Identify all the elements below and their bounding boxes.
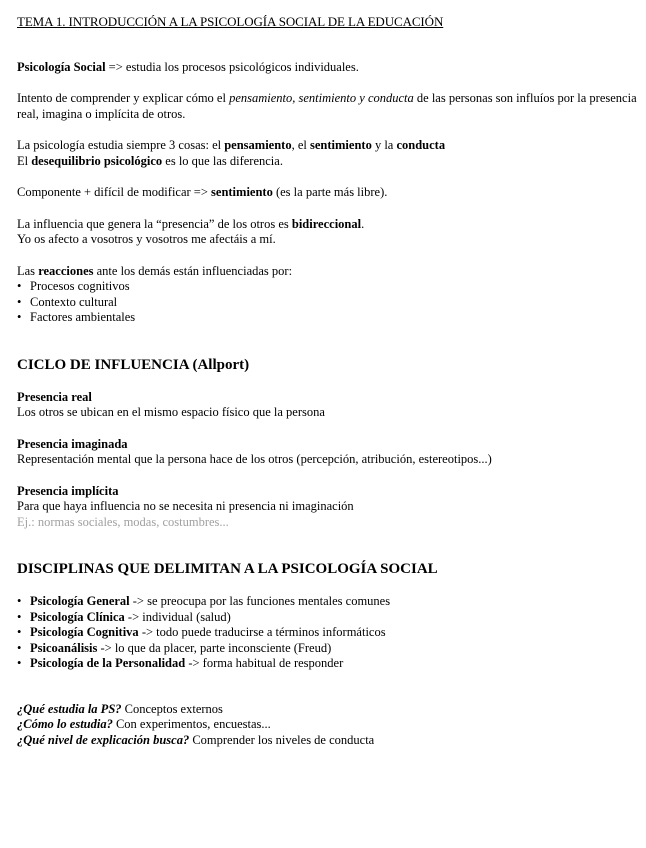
disciplines-list	[17, 594, 637, 672]
cycle-heading: CICLO DE INFLUENCIA (Allport)	[17, 356, 250, 373]
list-item: • Psicología de la Personalidad -> forma habitual de responder	[17, 656, 637, 672]
cycle-desc: Los otros se ubican en el mismo espacio físico que la persona	[17, 405, 325, 419]
hardest-component: Componente + difícil de modificar => sentimiento (es la parte más libre).	[17, 185, 388, 199]
question-line: ¿Cómo lo estudia? Con experimentos, encuestas...	[17, 717, 271, 731]
bidirectional-line: La influencia que genera la “presencia” de los otros es bidireccional.	[17, 216, 365, 231]
list-item: • Psicoanálisis -> lo que da placer, parte inconsciente (Freud)	[17, 641, 637, 657]
list-item: • Procesos cognitivos	[17, 279, 637, 295]
cycle-term: Presencia imaginada	[17, 436, 128, 451]
list-item: • Psicología Clínica -> individual (salud)	[17, 610, 637, 626]
imbalance-line: El desequilibrio psicológico es lo que las diferencia.	[17, 153, 283, 168]
list-item: • Psicología General -> se preocupa por las funciones mentales comunes	[17, 594, 637, 610]
factors-list	[17, 279, 637, 326]
cycle-term: Presencia implícita	[17, 483, 119, 498]
list-item: • Factores ambientales	[17, 310, 637, 326]
disciplines-heading: DISCIPLINAS QUE DELIMITAN A LA PSICOLOGÍA SOCIAL	[17, 561, 438, 577]
list-item: • Psicología Cognitiva -> todo puede traducirse a términos informáticos	[17, 625, 637, 641]
ps-definition: Psicología Social => estudia los procesos psicológicos individuales.	[17, 59, 359, 74]
ps-term: Psicología Social	[17, 59, 106, 74]
cycle-term: Presencia real	[17, 389, 92, 404]
three-things: La psicología estudia siempre 3 cosas: el pensamiento, el sentimiento y la conducta	[17, 138, 446, 152]
reactions-line: Las reacciones ante los demás están influenciadas por:	[17, 263, 293, 278]
question-line: ¿Qué nivel de explicación busca? Comprender los niveles de conducta	[17, 732, 375, 747]
question-line: ¿Qué estudia la PS? Conceptos externos	[17, 701, 223, 716]
affect-line: Yo os afecto a vosotros y vosotros me afectáis a mí.	[17, 232, 276, 246]
cycle-desc: Para que haya influencia no se necesita ni presencia ni imaginación	[17, 499, 354, 513]
list-item: • Contexto cultural	[17, 295, 637, 311]
cycle-example: Ej.: normas sociales, modas, costumbres...	[17, 514, 229, 529]
document-page	[17, 14, 637, 748]
page-title: TEMA 1. INTRODUCCIÓN A LA PSICOLOGÍA SOCIAL DE LA EDUCACIÓN	[17, 14, 444, 29]
cycle-desc: Representación mental que la persona hace de los otros (percepción, atribución, estereotipos...)	[17, 452, 492, 466]
ps-explanation: Intento de comprender y explicar cómo el pensamiento, sentimiento y conducta de las personas son influíos por la presencia real, imagina o implícita de otros.	[17, 91, 637, 121]
